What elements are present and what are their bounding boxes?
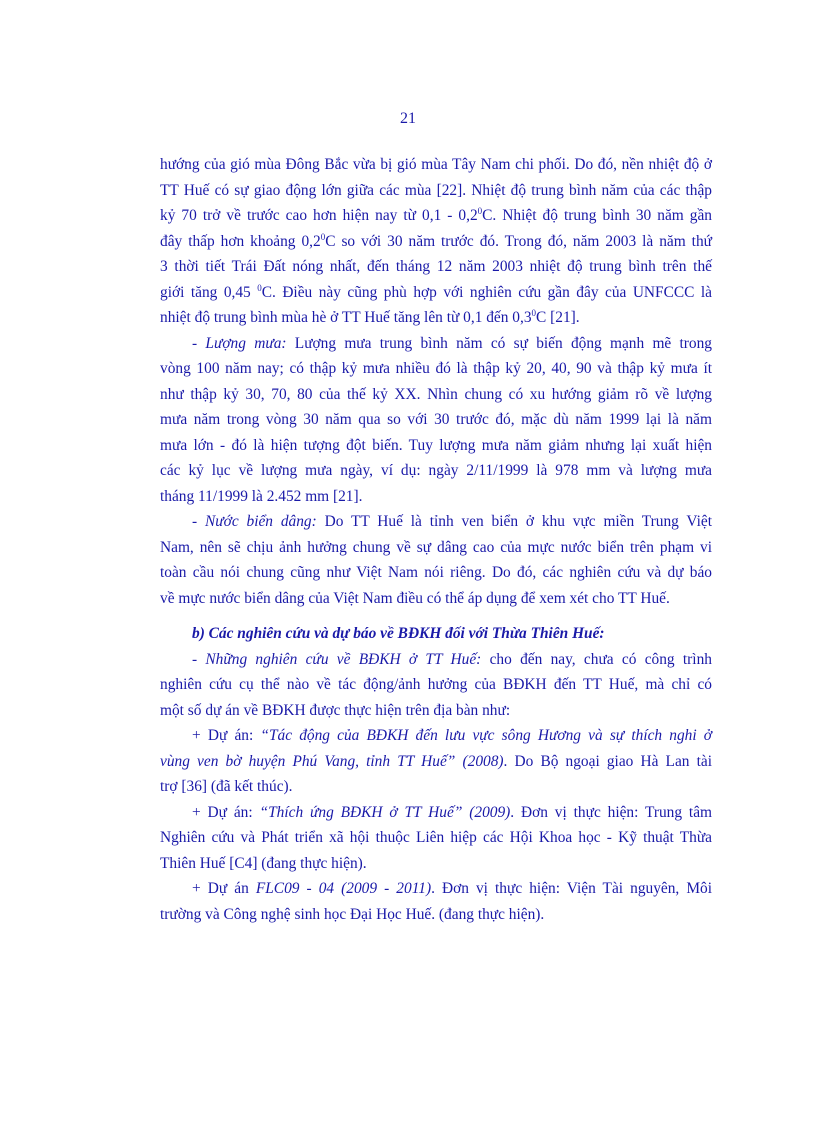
degree-superscript: 0 bbox=[257, 282, 262, 293]
text-line: 3 thời tiết Trái Đất nóng nhất, đến tháng 12 năm 2003 nhiệt độ trung bình trên thế bbox=[160, 258, 712, 275]
text-line: Thiên Huế [C4] (đang thực hiện). bbox=[160, 854, 367, 872]
text-line: vùng ven bờ huyện Phú Vang, tỉnh TT Huế” (2008). Do Bộ ngoại giao Hà Lan tài bbox=[160, 752, 712, 770]
degree-superscript: 0 bbox=[320, 231, 326, 242]
text-line: trường và Công nghệ sinh học Đại Học Huế. (đang thực hiện). bbox=[160, 905, 545, 923]
text-line: mưa năm trong vòng 30 năm qua so với 30 trước đó, mặc dù năm 1999 lại là năm bbox=[160, 411, 712, 428]
page-body bbox=[160, 152, 712, 927]
text-line: Nam, nên sẽ chịu ảnh hưởng chung về sự dâng cao của mực nước biển trên phạm vi bbox=[160, 538, 712, 556]
page-number: 21 bbox=[400, 110, 416, 127]
text-line: - Nước biển dâng: Do TT Huế là tỉnh ven biển ở khu vực miền Trung Việt bbox=[192, 513, 712, 530]
text-line: tháng 11/1999 là 2.452 mm [21]. bbox=[160, 487, 363, 505]
degree-superscript: 0 bbox=[531, 308, 537, 318]
text-line: trợ [36] (đã kết thúc). bbox=[160, 778, 293, 795]
text-line: giới tăng 0,45 $^0$C. Điều này cũng phù hợp với nghiên cứu gần đây của UNFCCC là bbox=[160, 282, 712, 301]
degree-superscript: 0 bbox=[477, 206, 483, 216]
text-line: các kỷ lục về lượng mưa ngày, ví dụ: ngày 2/11/1999 là 978 mm và lượng mưa bbox=[160, 462, 712, 479]
project-title: “Thích ứng BĐKH ở TT Huế” (2009) bbox=[259, 803, 511, 821]
text-line: Nghiên cứu và Phát triển xã hội thuộc Liên hiệp các Hội Khoa học - Kỹ thuật Thừa bbox=[160, 829, 712, 846]
text-line: nghiên cứu cụ thể nào về tác động/ảnh hưởng của BĐKH đến TT Huế, mà chỉ có bbox=[160, 676, 712, 693]
text-line: toàn cầu nói chung cũng như Việt Nam nói riêng. Do đó, các nghiên cứu và dự báo bbox=[160, 564, 712, 581]
term-studies: Những nghiên cứu về BĐKH ở TT Huế: bbox=[205, 650, 482, 668]
section-heading: b) Các nghiên cứu và dự báo về BĐKH đối với Thừa Thiên Huế: bbox=[192, 625, 605, 642]
text-line: hướng của gió mùa Đông Bắc vừa bị gió mùa Tây Nam chi phối. Do đó, nền nhiệt độ ở bbox=[160, 156, 712, 173]
text-line: kỷ 70 trở về trước cao hơn hiện nay từ $0,1 - 0,2^0C$. Nhiệt độ trung bình 30 năm gần bbox=[160, 206, 712, 224]
text-line: + Dự án: “Thích ứng BĐKH ở TT Huế” (2009). Đơn vị thực hiện: Trung tâm bbox=[192, 803, 712, 821]
project-title: vùng ven bờ huyện Phú Vang, tỉnh TT Huế” (2008) bbox=[160, 752, 504, 770]
text-line: TT Huế có sự giao động lớn giữa các mùa [22]. Nhiệt độ trung bình năm của các thập bbox=[160, 181, 712, 199]
text-line: mưa lớn - đó là hiện tượng đột biến. Tuy lượng mưa năm giảm nhưng lại xuất hiện bbox=[160, 436, 712, 454]
text-line: một số dự án về BĐKH được thực hiện trên địa bàn như: bbox=[160, 701, 511, 719]
text-line: vòng 100 năm nay; có thập kỷ mưa nhiều đó là thập kỷ 20, 40, 90 và thập kỷ mưa ít bbox=[160, 360, 712, 377]
text-line: + Dự án FLC09 - 04 (2009 - 2011). Đơn vị thực hiện: Viện Tài nguyên, Môi bbox=[192, 880, 712, 897]
text-line: - Lượng mưa: Lượng mưa trung bình năm có sự biến động mạnh mẽ trong bbox=[192, 334, 712, 352]
text-line: + Dự án: “Tác động của BĐKH đến lưu vực sông Hương và sự thích nghi ở bbox=[192, 727, 713, 744]
term-rainfall: Lượng mưa: bbox=[205, 334, 287, 352]
text-line: đây thấp hơn khoảng $0,2^0C$ so với 30 năm trước đó. Trong đó, năm 2003 là năm thứ bbox=[160, 231, 712, 250]
text-line: về mực nước biển dâng của Việt Nam điều có thể áp dụng để xem xét cho TT Huế. bbox=[160, 589, 670, 607]
text-line: nhiệt độ trung bình mùa hè ở TT Huế tăng lên từ 0,1 đến $0,3^0C$ [21]. bbox=[160, 308, 580, 326]
project-code: FLC09 - 04 (2009 - 2011) bbox=[255, 880, 432, 897]
text-line: - Những nghiên cứu về BĐKH ở TT Huế: cho đến nay, chưa có công trình bbox=[192, 650, 712, 668]
text-line: như thập kỷ 30, 70, 80 của thế kỷ XX. Nhìn chung có xu hướng giảm rõ về lượng bbox=[160, 385, 712, 403]
project-title: “Tác động của BĐKH đến lưu vực sông Hương và sự thích nghi ở bbox=[260, 727, 713, 744]
term-sea-level-rise: Nước biển dâng: bbox=[204, 513, 317, 530]
